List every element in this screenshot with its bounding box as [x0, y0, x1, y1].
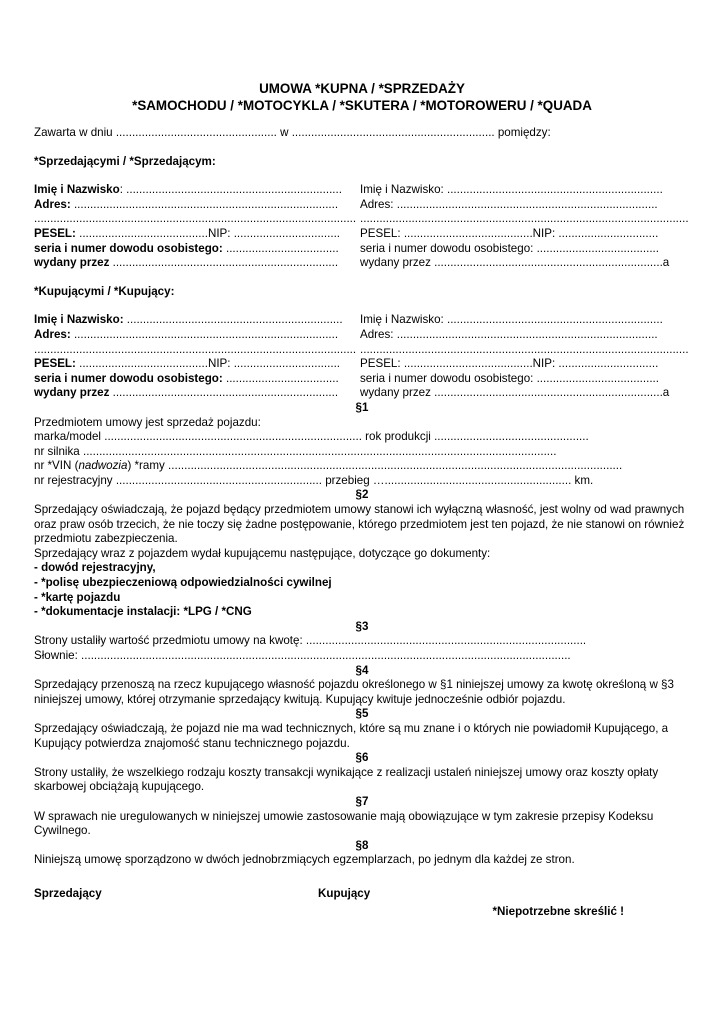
field: ....................................................................................................: [34, 212, 357, 226]
document-item: - dowód rejestracyjny,: [34, 561, 156, 575]
label: wydany przez: [34, 386, 110, 400]
field: ........................................NIP: .................................: [75, 226, 341, 240]
field: ...................................................................: [123, 313, 343, 327]
vin-suffix: ) *ramy .............................................................................................................................................: [127, 459, 623, 473]
buyers-block: [34, 313, 690, 401]
seller-signature-label: Sprzedający: [34, 886, 102, 900]
vin-italic: nadwozia: [78, 459, 128, 473]
price-words-line: Słownie: ........................................................................................................................................................: [34, 649, 571, 662]
section-2-text: Sprzedający oświadczają, że pojazd będący przedmiotem umowy stanowi ich wyłączną własność, jest wolny od wad prawnych oraz praw osób trzecich, że nie toczy się żadne postępowanie, którego przedmiotem jest ten pojazd, że nie stanowi on również przedmiotu zabezpieczenia.: [34, 503, 685, 546]
field: : ...................................................................: [119, 183, 342, 197]
documents-intro: Sprzedający wraz z pojazdem wydał kupującemu następujące, dotyczące go dokumenty:: [34, 546, 491, 560]
price-line: Strony ustaliły wartość przedmiotu umowy na kwotę: .......................................................................................: [34, 634, 587, 648]
vin-line: [34, 459, 690, 474]
section-1-heading: §1: [355, 400, 369, 414]
section-3-heading: §3: [355, 619, 369, 633]
field-right: PESEL: ........................................NIP: ...............................: [360, 226, 659, 240]
seller-pesel-row: [34, 227, 690, 242]
label: PESEL:: [34, 357, 76, 371]
field-right: Adres: .................................................................................: [360, 327, 658, 341]
field-right: PESEL: ........................................NIP: ...............................: [360, 357, 659, 371]
field-right: Imię i Nazwisko: ...................................................................: [360, 313, 663, 327]
section-2-heading: §2: [355, 488, 369, 502]
label: Adres:: [34, 327, 71, 341]
field-right: Imię i Nazwisko: ...................................................................: [360, 183, 663, 197]
field-right: ......................................................................................................: [360, 342, 689, 356]
section-1-intro: Przedmiotem umowy jest sprzedaż pojazdu:: [34, 415, 261, 429]
label: seria i numer dowodu osobistego:: [34, 241, 223, 255]
seller-address-row-2: [34, 212, 690, 227]
seller-id-row: [34, 242, 690, 257]
field: ..................................................................................: [70, 327, 339, 341]
label: wydany przez: [34, 256, 110, 270]
label: Imię i Nazwisko:: [34, 313, 124, 327]
section-4-heading: §4: [355, 663, 369, 677]
field-right: seria i numer dowodu osobistego: ......................................: [360, 371, 659, 385]
sellers-block: [34, 183, 690, 271]
field: ..................................................................................: [70, 197, 339, 211]
buyers-heading: *Kupującymi / *Kupujący:: [34, 284, 175, 298]
title-line-1: UMOWA *KUPNA / *SPRZEDAŻY: [259, 81, 465, 96]
section-4-text: Sprzedający przenoszą na rzecz kupującego własność pojazdu określonego w §1 niniejszej umowy za kwotę określoną w §3 niniejszej umowy, której otrzymanie sprzedający kwitują. Kupujący kwituje jednocześnie odbiór pojazdu.: [34, 678, 674, 706]
label: Imię i Nazwisko: [34, 183, 120, 197]
field-right: seria i numer dowodu osobistego: ......................................: [360, 241, 659, 255]
field: ......................................................................: [109, 256, 339, 270]
buyer-signature-label: Kupujący: [318, 886, 371, 900]
field: ........................................NIP: .................................: [75, 357, 341, 371]
label: seria i numer dowodu osobistego:: [34, 371, 223, 385]
seller-name-row: [34, 183, 690, 198]
buyer-pesel-row: [34, 357, 690, 372]
field: ....................................................................................................: [34, 342, 357, 356]
label: Adres:: [34, 197, 71, 211]
document-item: - *polisę ubezpieczeniową odpowiedzialności cywilnej: [34, 576, 332, 590]
field: ...................................: [222, 241, 339, 255]
field-right: ......................................................................................................: [360, 212, 689, 226]
document-item: - *dokumentacje instalacji: *LPG / *CNG: [34, 605, 252, 619]
section-5-text: Sprzedający oświadczają, że pojazd nie ma wad technicznych, które są mu znane i o których nie powiadomił Kupującego, a Kupujący potwierdza znajomość stanu technicznego pojazdu.: [34, 721, 669, 750]
document-item: - *kartę pojazdu: [34, 590, 121, 604]
buyer-address-row: [34, 328, 690, 343]
section-7-text: W sprawach nie uregulowanych w niniejszej umowie zastosowanie mają obowiązujące w tym zakresie przepisy Kodeksu Cywilnego.: [34, 809, 654, 838]
seller-address-row: [34, 198, 690, 213]
buyer-name-row: [34, 313, 690, 328]
field: ......................................................................: [109, 386, 339, 400]
field-right: wydany przez .......................................................................a: [360, 256, 670, 270]
field-right: wydany przez .......................................................................a: [360, 386, 670, 400]
buyer-id-row: [34, 372, 690, 387]
vin-prefix: nr *VIN (: [34, 459, 79, 473]
title-line-2: *SAMOCHODU / *MOTOCYKLA / *SKUTERA / *MOTOROWERU / *QUADA: [132, 98, 592, 113]
buyer-address-row-2: [34, 343, 690, 358]
section-6-heading: §6: [355, 751, 369, 765]
section-8-heading: §8: [355, 838, 369, 852]
engine-number-line: nr silnika ...................................................................................................................................................: [34, 444, 557, 458]
section-7-heading: §7: [355, 794, 369, 808]
section-6-text: Strony ustaliły, że wszelkiego rodzaju koszty transakcji wynikające z realizacji ustaleń niniejszej umowy oraz koszty opłaty skarbowej obciążają kupującego.: [34, 765, 659, 794]
label: PESEL:: [34, 226, 76, 240]
section-8-text: Niniejszą umowę sporządzono w dwóch jednobrzmiących egzemplarzach, po jednym dla każdej ze stron.: [34, 853, 575, 867]
signatures: [34, 887, 690, 902]
make-model-line: marka/model ................................................................................ rok produkcji ................................................: [34, 430, 589, 444]
seller-issued-row: [34, 256, 690, 271]
concluded-line: Zawarta w dniu .................................................. w ............................................................... pomiędzy:: [34, 126, 551, 139]
registration-line: nr rejestracyjny ................................................................ przebieg ….......................................................... km.: [34, 473, 594, 487]
field: ...................................: [222, 371, 339, 385]
section-5-heading: §5: [355, 707, 369, 721]
buyer-issued-row: [34, 386, 690, 401]
strike-out-note: *Niepotrzebne skreślić !: [492, 905, 624, 918]
field-right: Adres: .................................................................................: [360, 197, 658, 211]
sellers-heading: *Sprzedającymi / *Sprzedającym:: [34, 154, 216, 168]
